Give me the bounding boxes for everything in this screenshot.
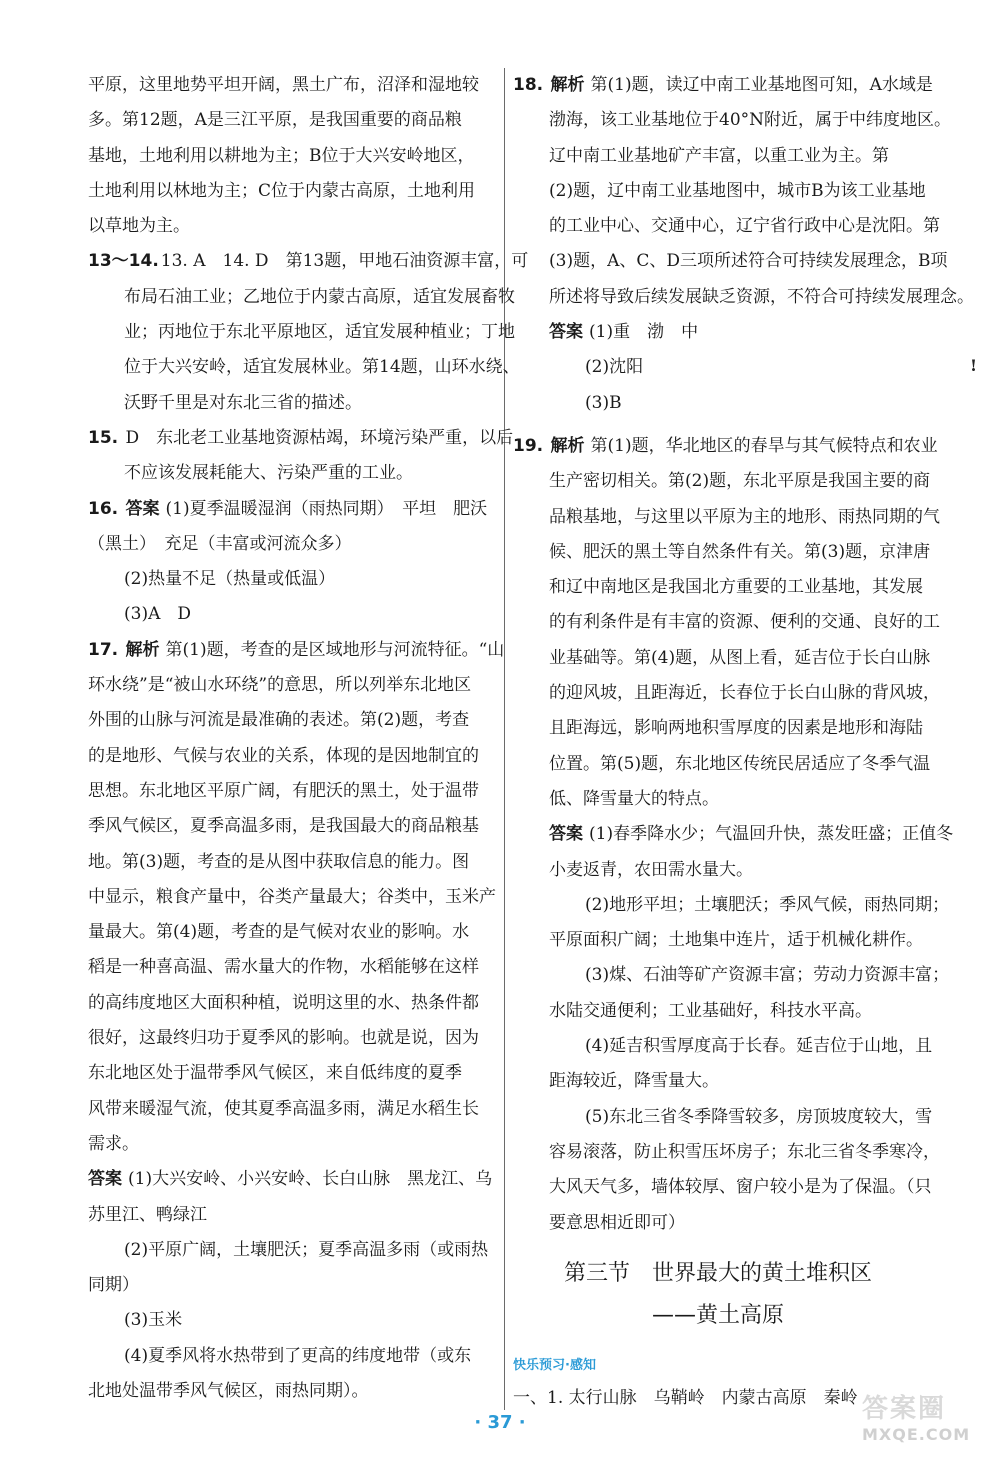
answer-label: 答案 [549,824,583,845]
margin-mark: ! [970,356,978,375]
text-line: 第(1)题，华北地区的春旱与其气候特点和农业 [590,435,938,456]
text-line: (1)大兴安岭、小兴安岭、长白山脉 黑龙江、乌 [128,1169,493,1190]
section-title: 第三节 世界最大的黄土堆积区 [563,1260,872,1286]
text-line: 水陆交通便利；工业基础好，科技水平高。 [549,1000,872,1021]
analysis-label: 解析 [550,75,585,95]
question-number: 16. [88,498,119,519]
text-line: 和辽中南地区是我国北方重要的工业基地，其发展 [549,577,923,598]
answer-label: 答案 [88,1169,122,1190]
text-line: 土地利用以林地为主；C位于内蒙古高原，土地利用 [88,180,476,201]
text-line: 所述将导致后续发展缺乏资源，不符合可持续发展理念。 [549,286,974,307]
text-line: 沃野千里是对东北三省的描述。 [124,392,362,413]
analysis-label: 解析 [125,639,160,660]
section-tag: 快乐预习·感知 [513,1357,596,1373]
question-number: 15. [88,427,119,448]
text-line: (3)煤、石油等矿产资源丰富；劳动力资源丰富； [585,965,950,986]
text-line: 平原面积广阔；土地集中连片，适于机械化耕作。 [549,930,923,951]
text-line: 稻是一种喜高温、需水量大的作物，水稻能够在这样 [88,957,479,978]
text-line: D 东北老工业基地资源枯竭，环境污染严重，以后 [125,427,514,448]
text-line: (1)春季降水少；气温回升快，蒸发旺盛；正值冬 [589,824,954,845]
text-line: 业基础等。第(4)题，从图上看，延吉位于长白山脉 [549,647,931,668]
text-line: 东北地区处于温带季风气候区，来自低纬度的夏季 [88,1063,462,1084]
text-line: (2)地形平坦；土壤肥沃；季风气候，雨热同期； [585,894,950,915]
text-line: 距海较近，降雪量大。 [549,1071,719,1092]
text-line: 以草地为主。 [88,216,190,237]
question-13-14 [88,244,529,420]
text-line: (3)B [585,392,622,413]
text-line: 需求。 [88,1133,139,1154]
question-16 [88,492,496,633]
text-line: 的有利条件是有丰富的资源、便利的交通、良好的工 [549,612,940,633]
text-line: 辽中南工业基地矿产丰富，以重工业为主。第 [549,145,889,166]
text-line: (1)夏季温暖湿润（雨热同期） 平坦 肥沃 [165,498,488,519]
text-line: 布局石油工业；乙地位于内蒙古高原，适宜发展畜牧 [124,286,515,307]
text-line: (5)东北三省冬季降雪较多，房顶坡度较大，雪 [585,1106,933,1127]
watermark-text: 答案圈 [862,1394,947,1424]
text-line: (2)平原广阔，土壤肥沃；夏季高温多雨（或雨热 [124,1239,489,1260]
text-line: 渤海，该工业基地位于40°N附近，属于中纬度地区。 [549,110,952,131]
question-17 [88,633,505,1162]
paragraph-continued [88,68,496,244]
text-line: 13. A 14. D 第13题，甲地石油资源丰富，可 [160,251,529,272]
question-19 [513,429,940,817]
text-line: 多。第12题，A是三江平原，是我国重要的商品粮 [88,110,462,131]
text-line: (3)玉米 [124,1310,183,1331]
answer-label: 答案 [125,498,160,519]
text-line: (2)沈阳 [585,357,644,378]
text-line: 位于大兴安岭，适宜发展林业。第14题，山环水绕、 [124,357,520,378]
text-line: 苏里江、鸭绿江 [88,1204,207,1225]
text-line: 风带来暖湿气流，使其夏季高温多雨，满足水稻生长 [88,1098,479,1119]
question-number: 17. [88,639,119,660]
watermark-logo [862,1388,992,1460]
question-number: 18. [513,75,544,95]
text-line: 中显示，粮食产量中，谷类产量最大；谷类中，玉米产 [88,886,496,907]
text-line: 同期） [88,1275,139,1296]
text-line: 大风天气多，墙体较厚、窗户较小是为了保温。（只 [549,1177,932,1198]
text-line: (2)热量不足（热量或低温） [124,569,336,590]
text-line: 的工业中心、交通中心，辽宁省行政中心是沈阳。第 [549,216,940,237]
text-line: 思想。东北地区平原广阔，有肥沃的黑土，处于温带 [88,780,479,801]
question-18 [513,68,974,315]
answer-18 [513,315,923,421]
text-line: (3)题，A、C、D三项所述符合可持续发展理念，B项 [549,251,948,272]
text-line: 位置。第(5)题，东北地区传统民居适应了冬季气温 [549,753,931,774]
section-subtitle: ——黄土高原 [651,1302,784,1328]
answer-17 [88,1162,496,1409]
text-line: 且距海远，影响两地积雪厚度的因素是地形和海陆 [549,718,923,739]
text-line: 小麦返青，农田需水量大。 [549,859,753,880]
text-line: (4)延吉积雪厚度高于长春。延吉位于山地，且 [585,1036,933,1057]
right-column [513,68,974,1416]
text-line: (1)重 渤 中 [589,322,699,343]
text-line: 的高纬度地区大面积种植，说明这里的水、热条件都 [88,992,479,1013]
text-line: 生产密切相关。第(2)题，东北平原是我国主要的商 [549,471,931,492]
text-line: 环水绕”是“被山水环绕”的意思，所以列举东北地区 [88,675,472,696]
text-line: 量最大。第(4)题，考查的是气候对农业的影响。水 [88,922,470,943]
text-line: （黑土） 充足（丰富或河流众多） [88,533,352,554]
text-line: 第(1)题，读辽中南工业基地图可知，A水域是 [590,75,933,95]
text-line: 要意思相近即可） [549,1212,685,1233]
text-line: 容易滚落，防止积雪压坏房子；东北三省冬季寒冷， [549,1141,940,1162]
text-line: 的是地形、气候与农业的关系，体现的是因地制宜的 [88,745,479,766]
answer-label: 答案 [549,322,583,343]
text-line: 低、降雪量大的特点。 [549,788,719,809]
text-line: 品粮基地，与这里以平原为主的地形、雨热同期的气 [549,506,940,527]
page-number: · 37 · [474,1412,526,1433]
text-line: 的迎风坡，且距海近，长春位于长白山脉的背风坡， [549,683,940,704]
text-line: 很好，这最终归功于夏季风的影响。也就是说，因为 [88,1028,479,1049]
text-line: (2)题，辽中南工业基地图中，城市B为该工业基地 [549,180,926,201]
text-line: 业；丙地位于东北平原地区，适宜发展种植业；丁地 [124,322,515,343]
question-number: 19. [513,435,544,456]
text-line: 平原，这里地势平坦开阔，黑土广布，沼泽和湿地较 [88,75,479,95]
text-line: (3)A D [124,604,191,625]
text-line: 一、1. 太行山脉 乌鞘岭 内蒙古高原 秦岭 [513,1387,858,1408]
analysis-label: 解析 [550,435,585,456]
text-line: 北地处温带季风气候区，雨热同期）。 [88,1380,369,1401]
text-line: 外围的山脉与河流是最准确的表述。第(2)题，考查 [88,710,470,731]
answer-19 [513,817,954,1241]
text-line: 候、肥沃的黑土等自然条件有关。第(3)题，京津唐 [549,541,931,562]
question-15 [88,421,514,492]
text-line: 地。第(3)题，考查的是从图中获取信息的能力。图 [88,851,470,872]
text-line: 不应该发展耗能大、污染严重的工业。 [124,463,413,484]
question-number: 13～14. [88,251,159,272]
watermark-url: MXQE.COM [862,1425,971,1444]
text-line: 季风气候区，夏季高温多雨，是我国最大的商品粮基 [88,816,479,837]
text-line: 基地，土地利用以耕地为主；B位于大兴安岭地区， [88,145,475,166]
text-line: (4)夏季风将水热带到了更高的纬度地带（或东 [124,1345,472,1366]
text-line: 第(1)题，考查的是区域地形与河流特征。“山 [165,639,505,660]
